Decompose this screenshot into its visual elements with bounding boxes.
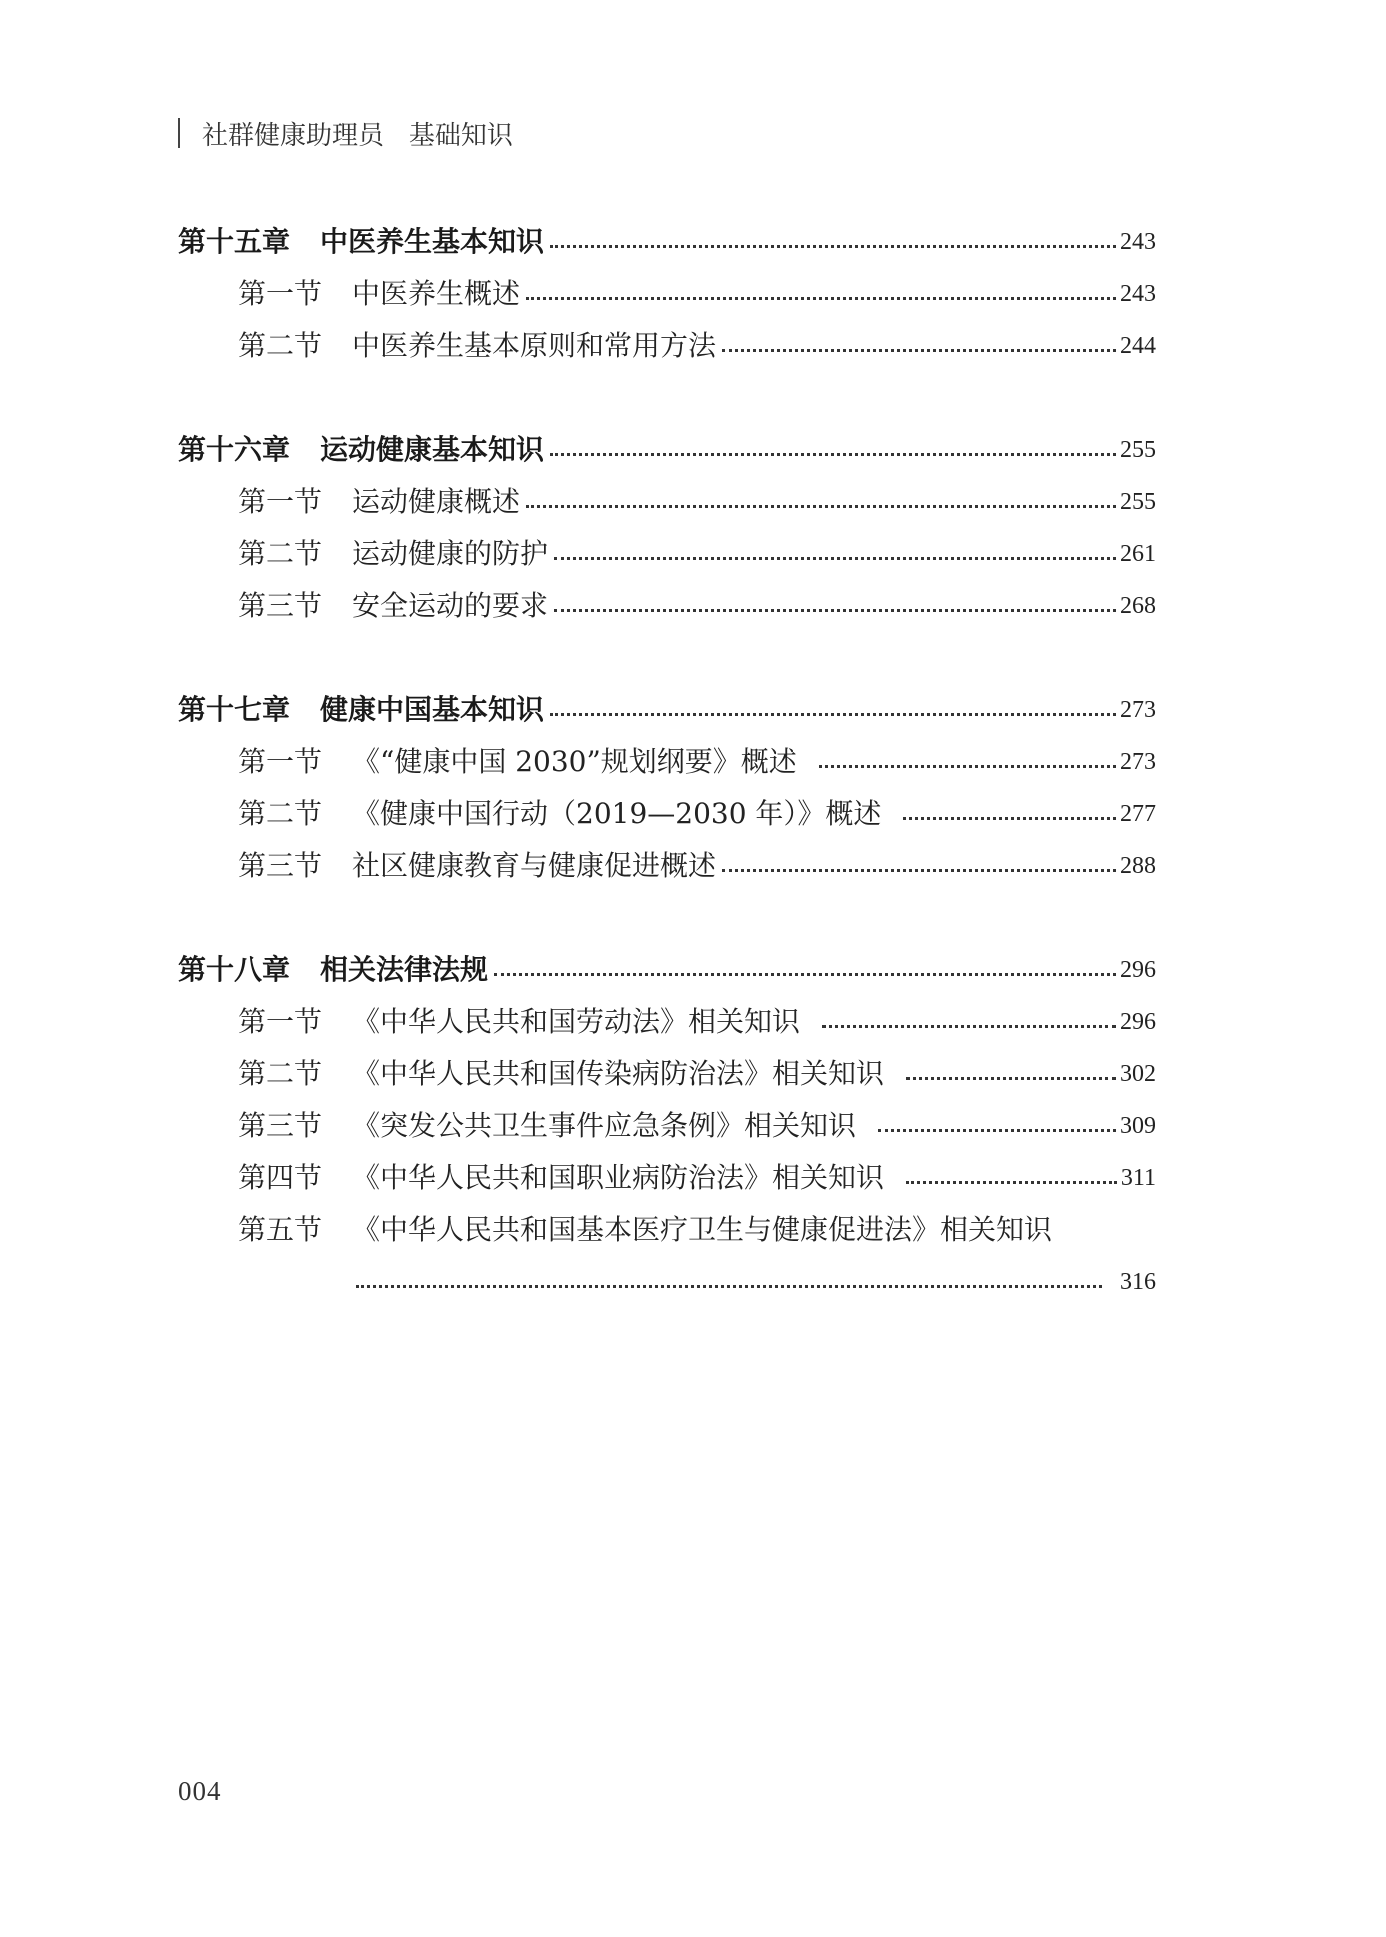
chapter-number: 第十八章 [178,953,291,986]
chapter-18 [178,944,1156,1308]
chapter-number: 第十五章 [178,225,291,258]
toc-section-entry[interactable] [178,580,1156,632]
toc-section-entry[interactable] [178,1048,1156,1100]
section-number: 第三节 [238,589,323,622]
section-number: 第四节 [238,1161,323,1194]
chapter-label [178,424,544,476]
chapter-number: 第十七章 [178,693,291,726]
toc-section-entry[interactable] [178,528,1156,580]
dot-leader [822,1025,1116,1028]
page-number: 243 [1120,281,1156,307]
chapter-title: 运动健康基本知识 [320,433,545,466]
dot-leader [903,817,1116,820]
toc-section-entry[interactable] [178,476,1156,528]
section-title: 《健康中国行动（2019—2030 年）》概述 [352,797,882,830]
toc-section-entry[interactable] [178,736,1156,788]
chapter-title: 相关法律法规 [320,953,489,986]
section-label [238,476,520,528]
dot-leader [356,1285,1102,1288]
section-number: 第一节 [238,277,323,310]
page-number: 261 [1120,541,1156,567]
page-number: 296 [1120,957,1156,983]
section-label [238,320,716,372]
section-number: 第二节 [238,329,323,362]
section-number: 第二节 [238,537,323,570]
page-number: 277 [1120,801,1156,827]
toc-section-entry[interactable] [178,788,1156,840]
section-label [238,788,881,840]
section-title: 中医养生概述 [352,277,521,310]
section-title: 《中华人民共和国职业病防治法》相关知识 [352,1161,885,1194]
section-label [238,1204,1052,1256]
chapter-label [178,216,544,268]
dot-leader [550,453,1116,456]
dot-leader [819,765,1116,768]
section-number: 第二节 [238,1057,323,1090]
section-title: 《中华人民共和国基本医疗卫生与健康促进法》相关知识 [352,1213,1053,1246]
section-label [238,528,548,580]
section-label [238,580,548,632]
page-number: 273 [1120,697,1156,723]
chapter-label [178,944,488,996]
toc-section-entry[interactable] [178,1152,1156,1204]
dot-leader [526,297,1116,300]
toc-section-entry[interactable] [178,840,1156,892]
chapter-label [178,684,544,736]
page-number: 268 [1120,593,1156,619]
section-label [238,840,716,892]
chapter-title: 健康中国基本知识 [320,693,545,726]
section-title: 《中华人民共和国劳动法》相关知识 [352,1005,801,1038]
section-label [238,996,800,1048]
toc-section-entry[interactable] [178,268,1156,320]
dot-leader [906,1181,1117,1184]
page-number: 243 [1120,229,1156,255]
toc-section-continuation[interactable] [178,1256,1156,1308]
header-rule [178,118,180,148]
section-title: 中医养生基本原则和常用方法 [352,329,717,362]
book-subtitle: 基础知识 [408,120,513,151]
section-title: 运动健康的防护 [352,537,549,570]
dot-leader [494,973,1116,976]
toc-chapter-entry[interactable] [178,684,1156,736]
running-header [178,116,513,150]
dot-leader [526,505,1116,508]
section-label [238,1152,884,1204]
section-number: 第二节 [238,797,323,830]
section-title: 《“健康中国 2030”规划纲要》概述 [352,745,797,778]
page-number: 288 [1120,853,1156,879]
page-number: 311 [1120,1165,1156,1191]
chapter-17 [178,684,1156,892]
section-title: 《突发公共卫生事件应急条例》相关知识 [352,1109,857,1142]
book-title: 社群健康助理员 [202,120,385,151]
dot-leader [554,557,1116,560]
section-title: 社区健康教育与健康促进概述 [352,849,717,882]
toc-section-entry[interactable] [178,320,1156,372]
section-title: 运动健康概述 [352,485,521,518]
section-number: 第三节 [238,849,323,882]
toc-section-entry[interactable] [178,1100,1156,1152]
chapter-number: 第十六章 [178,433,291,466]
section-label [238,268,520,320]
section-title: 《中华人民共和国传染病防治法》相关知识 [352,1057,885,1090]
toc-chapter-entry[interactable] [178,216,1156,268]
page-number: 255 [1120,489,1156,515]
section-number: 第一节 [238,1005,323,1038]
chapter-title: 中医养生基本知识 [320,225,545,258]
chapter-15 [178,216,1156,372]
section-number: 第一节 [238,745,323,778]
page-number: 316 [1120,1269,1156,1295]
page-number: 255 [1120,437,1156,463]
chapter-16 [178,424,1156,632]
dot-leader [906,1077,1116,1080]
dot-leader [554,609,1116,612]
page-number: 309 [1120,1113,1156,1139]
section-label [238,736,797,788]
dot-leader [722,869,1116,872]
section-number: 第五节 [238,1213,323,1246]
dot-leader [722,349,1116,352]
dot-leader [550,245,1116,248]
table-of-contents [178,216,1156,1360]
page-number: 302 [1120,1061,1156,1087]
page-number: 244 [1120,333,1156,359]
section-title: 安全运动的要求 [352,589,549,622]
page-number: 296 [1120,1009,1156,1035]
toc-section-entry[interactable] [178,996,1156,1048]
section-number: 第三节 [238,1109,323,1142]
header-gap [384,118,409,148]
section-label [238,1048,884,1100]
section-number: 第一节 [238,485,323,518]
dot-leader [878,1129,1116,1132]
toc-chapter-entry[interactable] [178,424,1156,476]
toc-section-entry[interactable] [178,1204,1156,1256]
section-label [238,1100,856,1152]
toc-chapter-entry[interactable] [178,944,1156,996]
page-number: 273 [1120,749,1156,775]
page-folio: 004 [178,1776,222,1806]
dot-leader [550,713,1116,716]
